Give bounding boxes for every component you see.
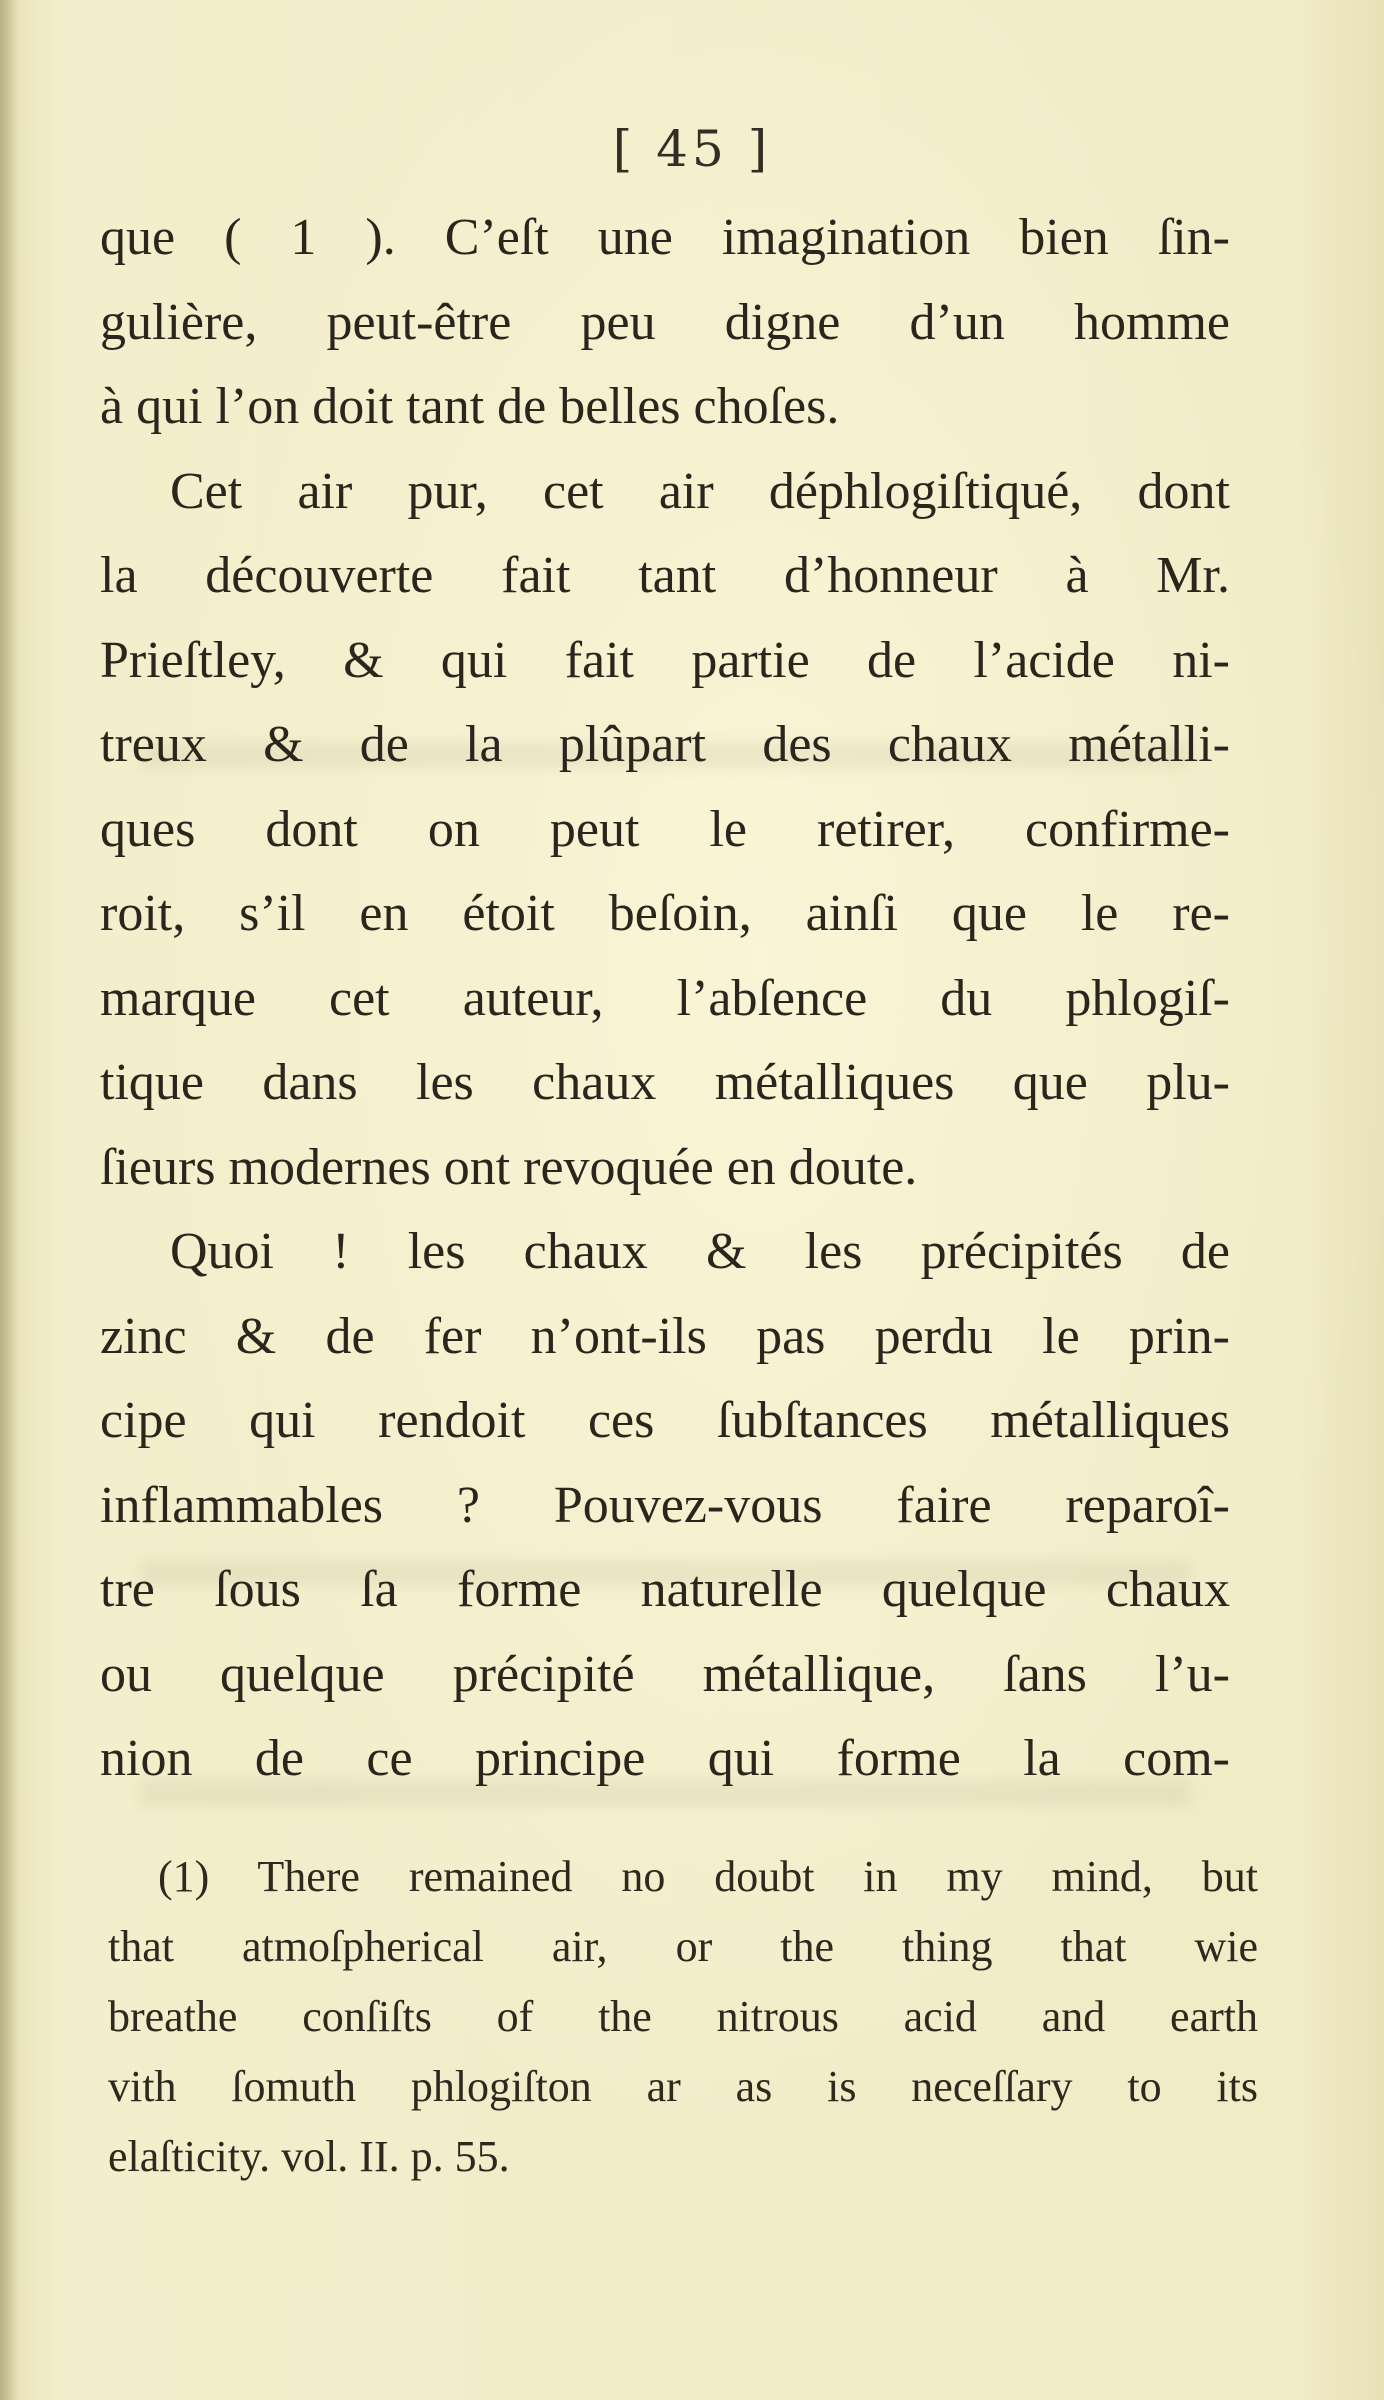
text-line: à qui l’on doit tant de belles choſes. (100, 378, 840, 435)
footnote-line: that atmoſpherical air, or the thing that wie (108, 1922, 1258, 1971)
text-line: tre ſous ſa forme naturelle quelque chaux (100, 1561, 1230, 1618)
text-line: cipe qui rendoit ces ſubſtances métalliques (100, 1392, 1230, 1449)
text-line: nion de ce principe qui forme la com- (100, 1730, 1230, 1787)
text-line: gulière, peut-être peu digne d’un homme (100, 293, 1230, 351)
text-line: Cet air pur, cet air déphlogiſtiqué, dont (170, 462, 1230, 520)
footnote-line: elaſticity. vol. II. p. 55. (108, 2132, 510, 2181)
text-line: treux & de la plûpart des chaux métalli- (100, 716, 1230, 773)
text-line: la découverte fait tant d’honneur à Mr. (100, 547, 1230, 604)
text-line: tique dans les chaux métalliques que plu- (100, 1054, 1230, 1111)
text-line: roit, s’il en étoit beſoin, ainſi que le re- (100, 885, 1230, 942)
text-line: que ( 1 ). C’eſt une imagination bien ſin- (100, 209, 1230, 266)
text-line: ou quelque précipité métallique, ſans l’u- (100, 1645, 1230, 1703)
footnote-line: breathe conſiſts of the nitrous acid and earth (108, 1992, 1258, 2041)
binding-shadow (0, 0, 18, 2400)
text-line: zinc & de fer n’ont-ils pas perdu le prin- (100, 1307, 1230, 1365)
footnote (108, 1842, 1258, 2192)
text-line: ſieurs modernes ont revoquée en doute. (100, 1138, 918, 1196)
text-line: Quoi ! les chaux & les précipités de (170, 1223, 1230, 1280)
body-text (100, 196, 1230, 1802)
text-line: marque cet auteur, l’abſence du phlogiſ- (100, 969, 1230, 1027)
text-line: inflammables ? Pouvez-vous faire reparoî- (100, 1476, 1230, 1534)
footnote-line: (1) There remained no doubt in my mind, but (158, 1852, 1258, 1901)
footnote-line: vith ſomuth phlogiſton ar as is neceſſary to its (108, 2062, 1258, 2111)
text-line: Prieſtley, & qui fait partie de l’acide ni- (100, 631, 1230, 689)
text-line: ques dont on peut le retirer, confirme- (100, 800, 1230, 858)
page-number: [ 45 ] (612, 120, 772, 178)
